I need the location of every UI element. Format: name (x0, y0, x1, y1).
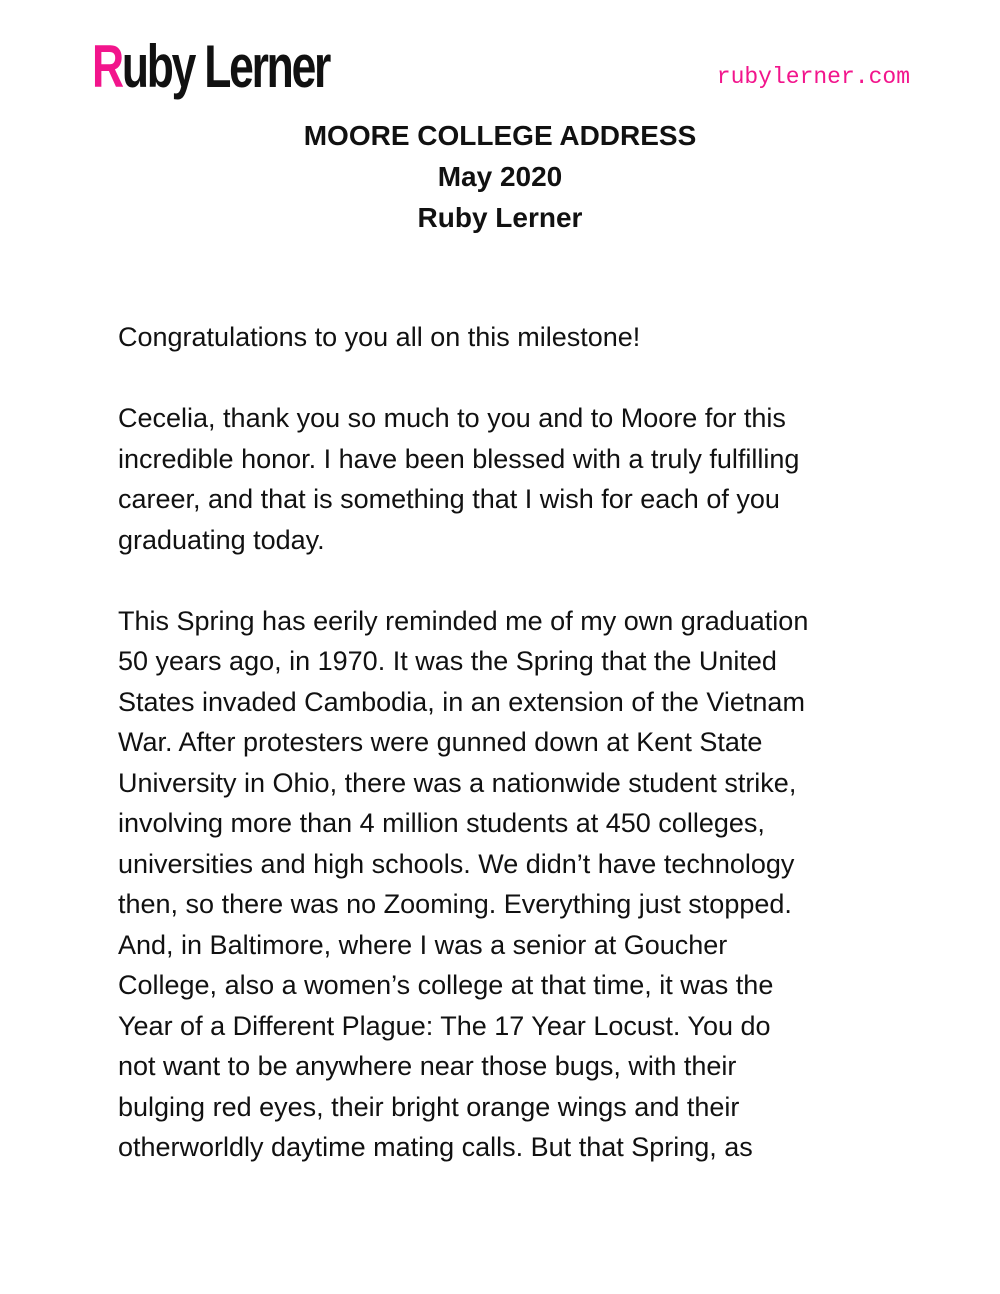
text-line: then, so there was no Zooming. Everything just stopped. (118, 889, 792, 919)
text-line: States invaded Cambodia, in an extension of the Vietnam (118, 686, 805, 717)
text-line: Year of a Different Plague: The 17 Year Locust. You do (118, 1010, 771, 1041)
text-line: not want to be anywhere near those bugs, with their (118, 1051, 737, 1081)
logo-initial: R (92, 33, 122, 100)
text-line: War. After protesters were gunned down at Kent State (118, 727, 763, 757)
paragraph-3 (118, 601, 898, 1168)
text-line: bulging red eyes, their bright orange wings and their (118, 1091, 740, 1122)
text-line: This Spring has eerily reminded me of my own graduation (118, 605, 809, 636)
paragraph-2 (118, 398, 898, 560)
title-line-2: May 2020 (437, 161, 563, 192)
text-line: graduating today. (118, 524, 325, 555)
text-line: incredible honor. I have been blessed with a truly fulfilling (118, 443, 800, 474)
text-line: Congratulations to you all on this milestone! (118, 322, 641, 352)
text-line: And, in Baltimore, where I was a senior at Goucher (118, 929, 728, 960)
text-line: otherworldly daytime mating calls. But that Spring, as (118, 1132, 753, 1162)
speech-body (118, 317, 898, 1208)
text-line: involving more than 4 million students at 450 colleges, (118, 808, 765, 838)
title-line-3: Ruby Lerner (417, 202, 583, 233)
title-line-1: MOORE COLLEGE ADDRESS (303, 120, 697, 151)
letterhead (0, 0, 1000, 120)
text-line: 50 years ago, in 1970. It was the Spring that the United (118, 646, 777, 676)
text-line: universities and high schools. We didn’t have technology (118, 848, 795, 879)
site-url: rubylerner.com (716, 64, 910, 90)
paragraph-1 (118, 317, 898, 358)
text-line: College, also a women’s college at that time, it was the (118, 970, 774, 1000)
text-line: Cecelia, thank you so much to you and to Moore for this (118, 403, 786, 433)
document-title (0, 115, 1000, 238)
text-line: University in Ohio, there was a nationwide student strike, (118, 767, 797, 798)
text-line: career, and that is something that I wish for each of you (118, 484, 780, 514)
logo-name: uby Lerner (121, 33, 330, 100)
logo (92, 32, 329, 102)
